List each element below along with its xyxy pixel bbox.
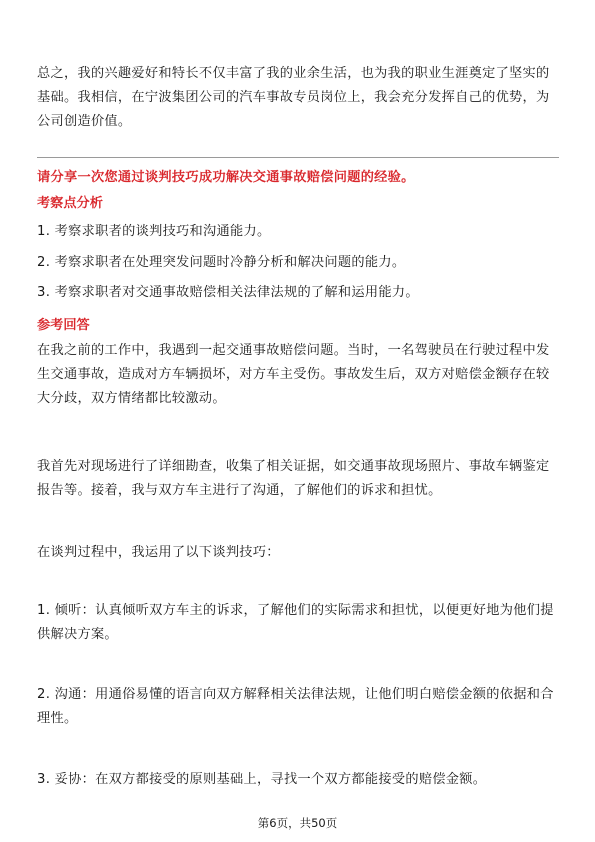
- analysis-item: 1. 考察求职者的谈判技巧和沟通能力。: [37, 224, 271, 239]
- answer-paragraph: 在谈判过程中，我运用了以下谈判技巧：: [37, 545, 280, 560]
- answer-paragraph: 2. 沟通：用通俗易懂的语言向双方解释相关法律法规，让他们明白赔偿金额的依据和合理性。: [37, 687, 554, 726]
- page-number: 第6页，共50页: [257, 816, 338, 830]
- answer-paragraph: 在我之前的工作中，我遇到一起交通事故赔偿问题。当时，一名驾驶员在行驶过程中发生交通事故，造成对方车辆损坏，对方车主受伤。事故发生后，双方对赔偿金额存在较大分歧，双方情绪都比较激动。: [37, 343, 550, 406]
- section-divider: [37, 157, 559, 158]
- intro-paragraph: 总之，我的兴趣爱好和特长不仅丰富了我的业余生活，也为我的职业生涯奠定了坚实的基础。我相信，在宁波集团公司的汽车事故专员岗位上，我会充分发挥自己的优势，为公司创造价值。: [37, 66, 550, 129]
- analysis-heading: 考察点分析: [37, 196, 103, 211]
- analysis-item: 2. 考察求职者在处理突发问题时冷静分析和解决问题的能力。: [37, 255, 406, 270]
- analysis-item: 3. 考察求职者对交通事故赔偿相关法律法规的了解和运用能力。: [37, 285, 419, 300]
- answer-paragraph: 我首先对现场进行了详细勘查，收集了相关证据，如交通事故现场照片、事故车辆鉴定报告等。接着，我与双方车主进行了沟通，了解他们的诉求和担忧。: [37, 459, 550, 498]
- answer-heading: 参考回答: [37, 318, 90, 333]
- interview-question: 请分享一次您通过谈判技巧成功解决交通事故赔偿问题的经验。: [37, 170, 415, 185]
- answer-paragraph: 1. 倾听：认真倾听双方车主的诉求，了解他们的实际需求和担忧，以便更好地为他们提供解决方案。: [37, 603, 554, 642]
- answer-paragraph: 3. 妥协：在双方都接受的原则基础上，寻找一个双方都能接受的赔偿金额。: [37, 772, 487, 787]
